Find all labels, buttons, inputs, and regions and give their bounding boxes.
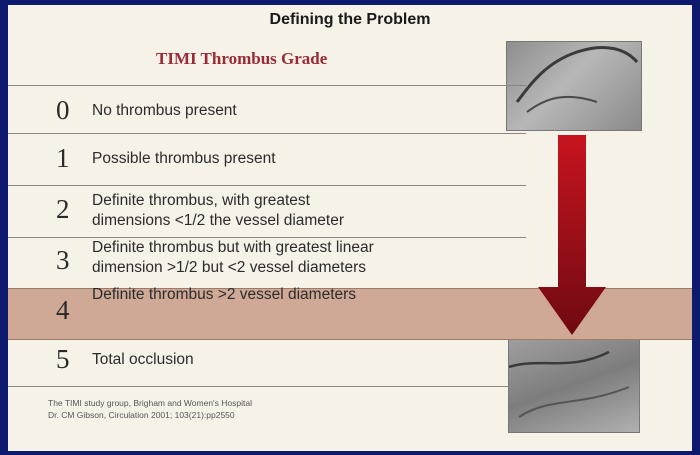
angiogram-image-bottom (508, 336, 640, 433)
grade-description: Definite thrombus >2 vessel diameters (92, 286, 357, 303)
divider (8, 133, 526, 134)
divider (8, 85, 526, 86)
grade-description: No thrombus present (92, 102, 237, 119)
slide-title: Defining the Problem (269, 11, 431, 28)
grade-description: dimension >1/2 but <2 vessel diameters (92, 259, 366, 276)
grade-description: Possible thrombus present (92, 150, 276, 167)
grade-number: 3 (56, 245, 70, 275)
grade-description: Definite thrombus but with greatest linear (92, 239, 374, 256)
divider (8, 185, 526, 186)
slide (8, 5, 692, 451)
down-arrow-icon (536, 135, 616, 345)
grade-number: 0 (56, 95, 70, 125)
reference-citation: The TIMI study group, Brigham and Women's Hospital Dr. CM Gibson, Circulation 2001; 103(21):pp2550 (48, 398, 252, 420)
angiogram-image-top (506, 41, 642, 131)
grade-description: Definite thrombus, with greatest (92, 192, 310, 209)
grade-description: Total occlusion (92, 351, 194, 368)
grade-number: 1 (56, 143, 70, 173)
grade-number: 2 (56, 194, 70, 224)
grade-number: 5 (56, 344, 70, 374)
grade-description: dimensions <1/2 the vessel diameter (92, 212, 345, 229)
grade-number: 4 (56, 295, 70, 325)
slide-subtitle: TIMI Thrombus Grade (156, 49, 328, 68)
divider (8, 386, 526, 387)
